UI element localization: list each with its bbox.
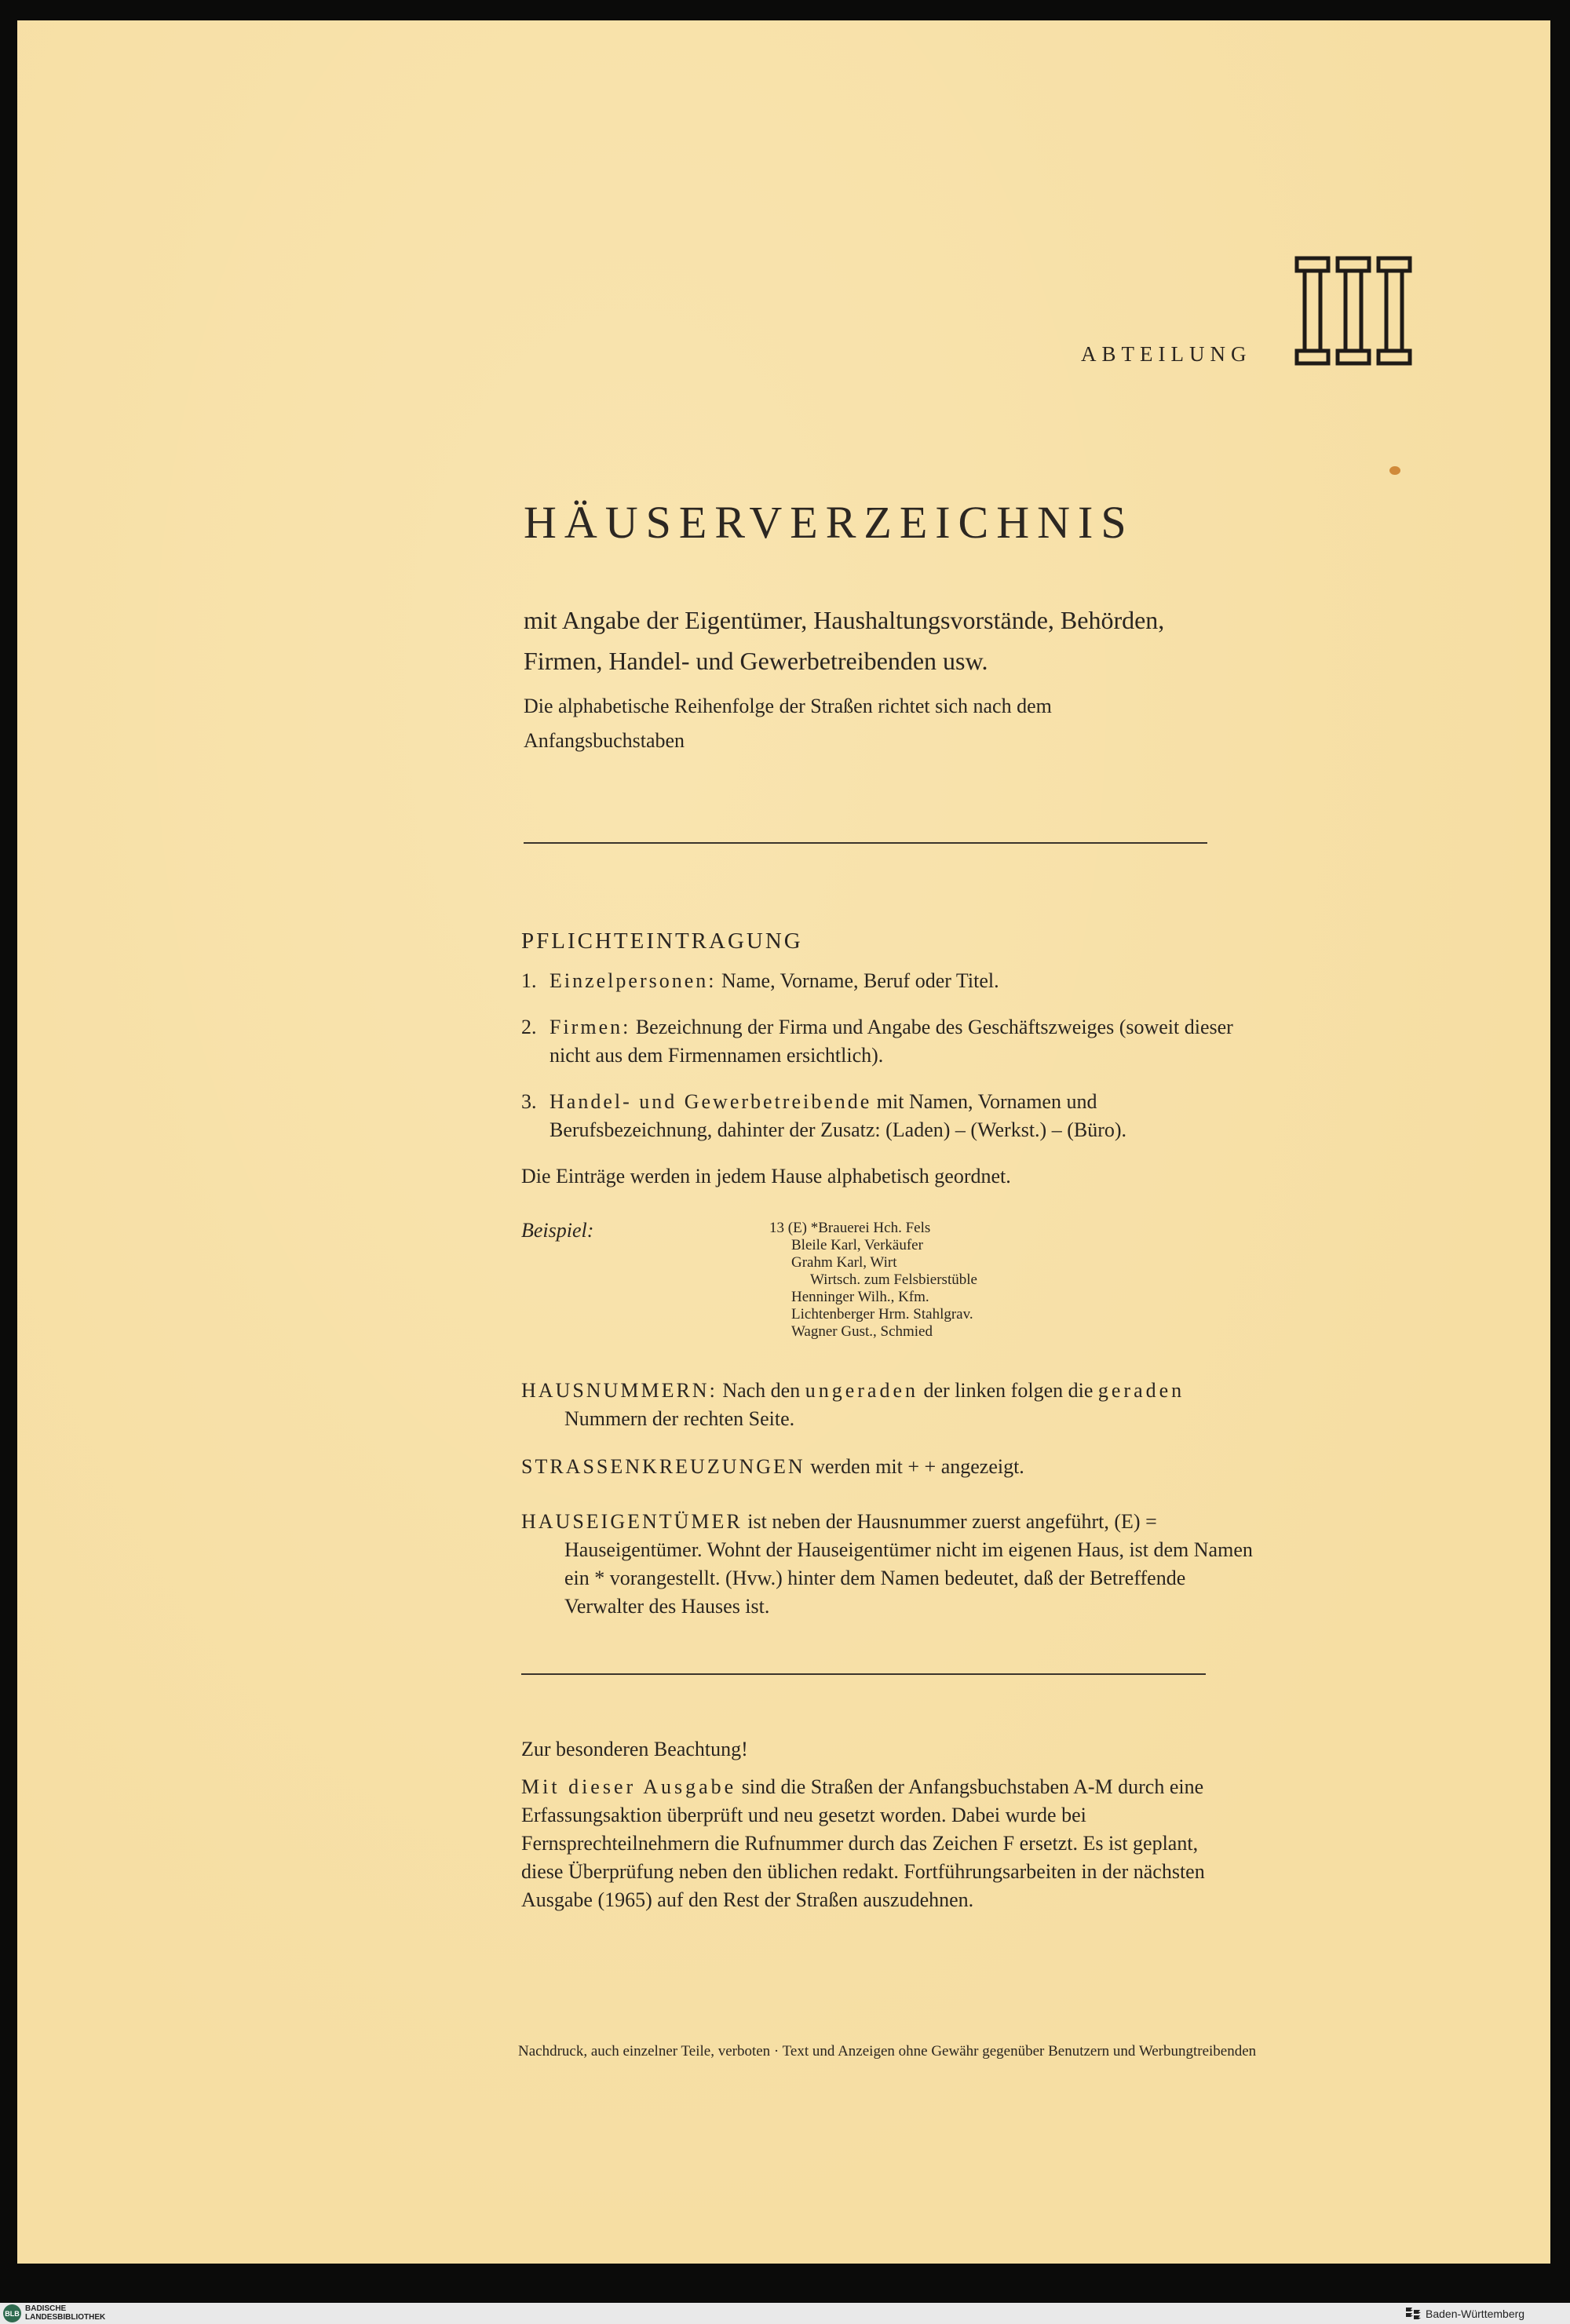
divider-top (524, 842, 1207, 844)
kreuzungen-paragraph (521, 1453, 1212, 1481)
item-term: Handel- und Gewerbetreibende (550, 1090, 872, 1113)
item-text: Name, Vorname, Beruf oder Titel. (721, 969, 999, 992)
lions-crest-icon (1404, 2305, 1423, 2322)
beispiel-label: Beispiel: (521, 1219, 594, 1242)
hausnummern-spaced-1: ungeraden (805, 1379, 918, 1402)
list-item: 13 (E) *Brauerei Hch. Fels (769, 1220, 931, 1236)
eigentuemer-paragraph (521, 1508, 1255, 1621)
list-item: Henninger Wilh., Kfm. (791, 1289, 929, 1305)
list-item: Lichtenberger Hrm. Stahlgrav. (791, 1306, 973, 1323)
eigentuemer-text: ist neben der Hausnummer zuerst angeführt, (E) = Hauseigentümer. Wohnt der Hauseigentümer nicht im eigenen Haus, ist dem Namen ein * vorangestellt. (Hvw.) hinter dem Namen bedeutet, daß der Betreffende Verwalter des Hauses ist. (564, 1510, 1253, 1618)
pflicht-item-1 (521, 967, 1240, 995)
pflicht-item-2 (521, 1013, 1240, 1070)
hausnummern-mid: der linken folgen die (923, 1379, 1094, 1402)
list-item: Bleile Karl, Verkäufer (791, 1237, 923, 1253)
department-label: ABTEILUNG (1081, 342, 1252, 366)
beispiel-list (769, 1220, 977, 1341)
page-title: HÄUSERVERZEICHNIS (524, 497, 1134, 548)
list-item: Grahm Karl, Wirt (791, 1254, 897, 1271)
item-term: Einzelpersonen: (550, 969, 717, 992)
hausnummern-spaced-2: geraden (1097, 1379, 1185, 1402)
list-item: Wirtsch. zum Felsbierstüble (810, 1271, 977, 1288)
library-name[interactable]: BADISCHE LANDESBIBLIOTHEK (25, 2304, 106, 2322)
document-page (17, 20, 1550, 2264)
hausnummern-paragraph (521, 1377, 1255, 1433)
subtitle: mit Angabe der Eigentümer, Haushaltungsvorstände, Behörden, Firmen, Handel- und Gewerbetreibenden usw. (524, 606, 1165, 675)
subtitle-note: Die alphabetische Reihenfolge der Straßen richtet sich nach dem Anfangsbuchstaben (524, 695, 1052, 752)
kreuzungen-text: werden mit + + angezeigt. (810, 1455, 1024, 1478)
beachtung-lead: Mit dieser Ausgabe (521, 1775, 737, 1798)
pflicht-item-3 (521, 1088, 1240, 1144)
beachtung-heading: Zur besonderen Beachtung! (521, 1738, 748, 1760)
item-number: 2. (521, 1016, 537, 1038)
order-note: Die Einträge werden in jedem Hause alphabetisch geordnet. (521, 1165, 1011, 1188)
list-item: Wagner Gust., Schmied (791, 1323, 933, 1340)
beachtung-text: sind die Straßen der Anfangsbuchstaben A-M durch eine Erfassungsaktion überprüft und neu gesetzt worden. Dabei wurde bei Fernsprechteilnehmern die Rufnummer durch das Zeichen F ersetzt. Es ist geplant, diese Überprüfung neben den üblichen redakt. Fortführungsarbeiten in der nächsten Ausgabe (1965) auf den Rest der Straßen auszudehnen. (521, 1775, 1205, 1911)
item-text: Bezeichnung der Firma und Angabe des Geschäftszweiges (soweit dieser nicht aus dem Firmennamen ersichtlich). (550, 1016, 1233, 1067)
item-number: 1. (521, 969, 537, 992)
hausnummern-post: Nummern der rechten Seite. (564, 1407, 795, 1430)
hausnummern-term: HAUSNUMMERN: (521, 1379, 717, 1402)
department-number-roman (1294, 256, 1413, 366)
eigentuemer-term: HAUSEIGENTÜMER (521, 1510, 743, 1533)
item-number: 3. (521, 1090, 537, 1113)
kreuzungen-term: STRASSENKREUZUNGEN (521, 1455, 805, 1478)
footer-note: Nachdruck, auch einzelner Teile, verboten · Text und Anzeigen ohne Gewähr gegenüber Benutzern und Werbungtreibenden (518, 2043, 1257, 2059)
paper-speck (1389, 466, 1400, 475)
blb-logo-icon[interactable]: BLB (3, 2304, 21, 2322)
region-label[interactable]: Baden-Württemberg (1426, 2308, 1525, 2320)
divider-bottom (521, 1673, 1206, 1675)
pflicht-heading: PFLICHTEINTRAGUNG (521, 929, 803, 954)
hausnummern-pre: Nach den (722, 1379, 801, 1402)
viewer-bottom-bar (0, 2303, 1570, 2324)
item-term: Firmen: (550, 1016, 631, 1038)
item-text: mit Namen, Vornamen und Berufsbezeichnung, dahinter der Zusatz: (Laden) – (Werkst.) – (Büro). (550, 1090, 1127, 1141)
beachtung-paragraph (521, 1773, 1212, 1914)
